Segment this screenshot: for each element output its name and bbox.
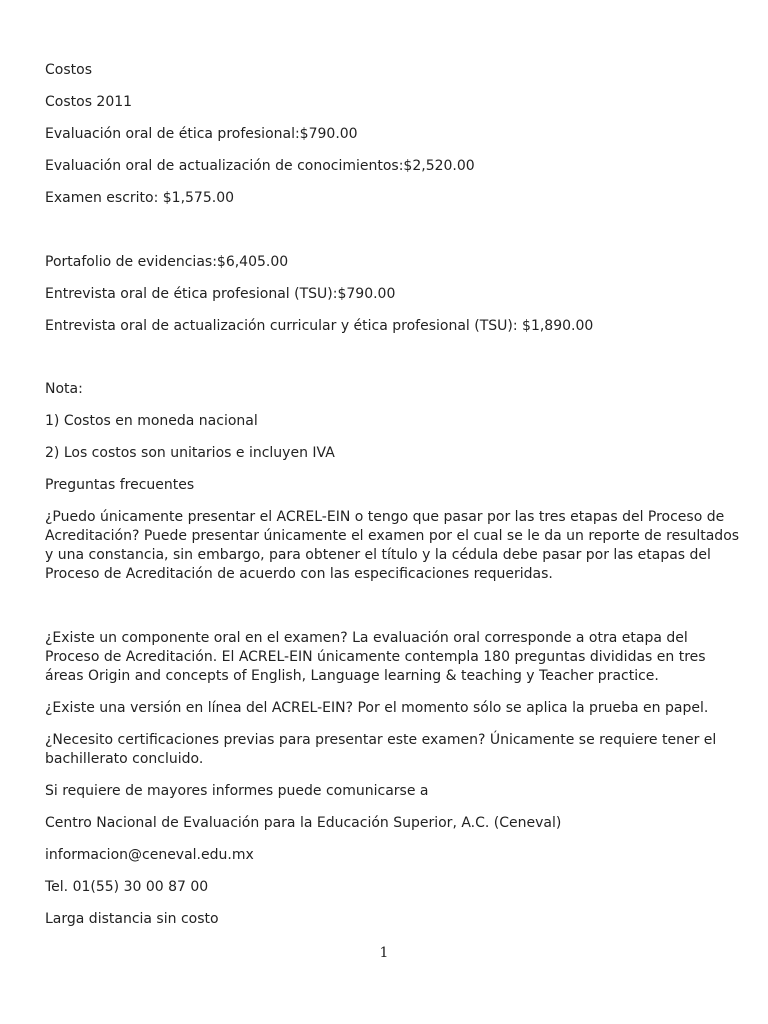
section-heading: Costos xyxy=(45,62,92,78)
section-subheading: Costos 2011 xyxy=(45,94,133,110)
faq-line: y una constancia, sin embargo, para obtener el título y la cédula debe pasar por las etapas del xyxy=(45,547,711,563)
faq-line: Acreditación? Puede presentar únicamente el examen por el cual se le da un reporte de resultados xyxy=(45,528,740,544)
faq-line: Proceso de Acreditación. El ACREL-EIN únicamente contempla 180 preguntas divididas en tres xyxy=(45,649,706,665)
contact-organization: Centro Nacional de Evaluación para la Educación Superior, A.C. (Ceneval) xyxy=(45,815,562,831)
contact-intro: Si requiere de mayores informes puede comunicarse a xyxy=(45,783,429,799)
faq-line: Proceso de Acreditación de acuerdo con las especificaciones requeridas. xyxy=(45,566,553,582)
faq-line: ¿Existe un componente oral en el examen? La evaluación oral corresponde a otra etapa del xyxy=(45,630,688,646)
cost-item: Evaluación oral de actualización de conocimientos:$2,520.00 xyxy=(45,158,475,174)
faq-paragraph: ¿Existe una versión en línea del ACREL-EIN? Por el momento sólo se aplica la prueba en papel. xyxy=(45,700,709,716)
faq-line: bachillerato concluido. xyxy=(45,751,204,767)
note-item: 1) Costos en moneda nacional xyxy=(45,413,258,429)
faq-line: ¿Necesito certificaciones previas para presentar este examen? Únicamente se requiere tener el xyxy=(45,732,717,748)
faq-line: áreas Origin and concepts of English, Language learning & teaching y Teacher practice. xyxy=(45,668,659,684)
contact-email: informacion@ceneval.edu.mx xyxy=(45,847,254,863)
note-label: Nota: xyxy=(45,381,83,397)
faq-paragraph xyxy=(45,508,745,584)
cost-item: Entrevista oral de actualización curricular y ética profesional (TSU): $1,890.00 xyxy=(45,318,594,334)
cost-item: Entrevista oral de ética profesional (TSU):$790.00 xyxy=(45,286,396,302)
page-number: 1 xyxy=(379,945,389,961)
faq-line: ¿Puedo únicamente presentar el ACREL-EIN o tengo que pasar por las tres etapas del Proceso de xyxy=(45,509,725,525)
cost-item: Portafolio de evidencias:$6,405.00 xyxy=(45,254,289,270)
cost-item: Examen escrito: $1,575.00 xyxy=(45,190,235,206)
faq-paragraph xyxy=(45,731,745,769)
cost-item: Evaluación oral de ética profesional:$790.00 xyxy=(45,126,358,142)
contact-toll-free: Larga distancia sin costo xyxy=(45,911,219,927)
faq-paragraph xyxy=(45,629,745,686)
contact-phone: Tel. 01(55) 30 00 87 00 xyxy=(45,879,209,895)
faq-heading: Preguntas frecuentes xyxy=(45,477,195,493)
note-item: 2) Los costos son unitarios e incluyen IVA xyxy=(45,445,335,461)
